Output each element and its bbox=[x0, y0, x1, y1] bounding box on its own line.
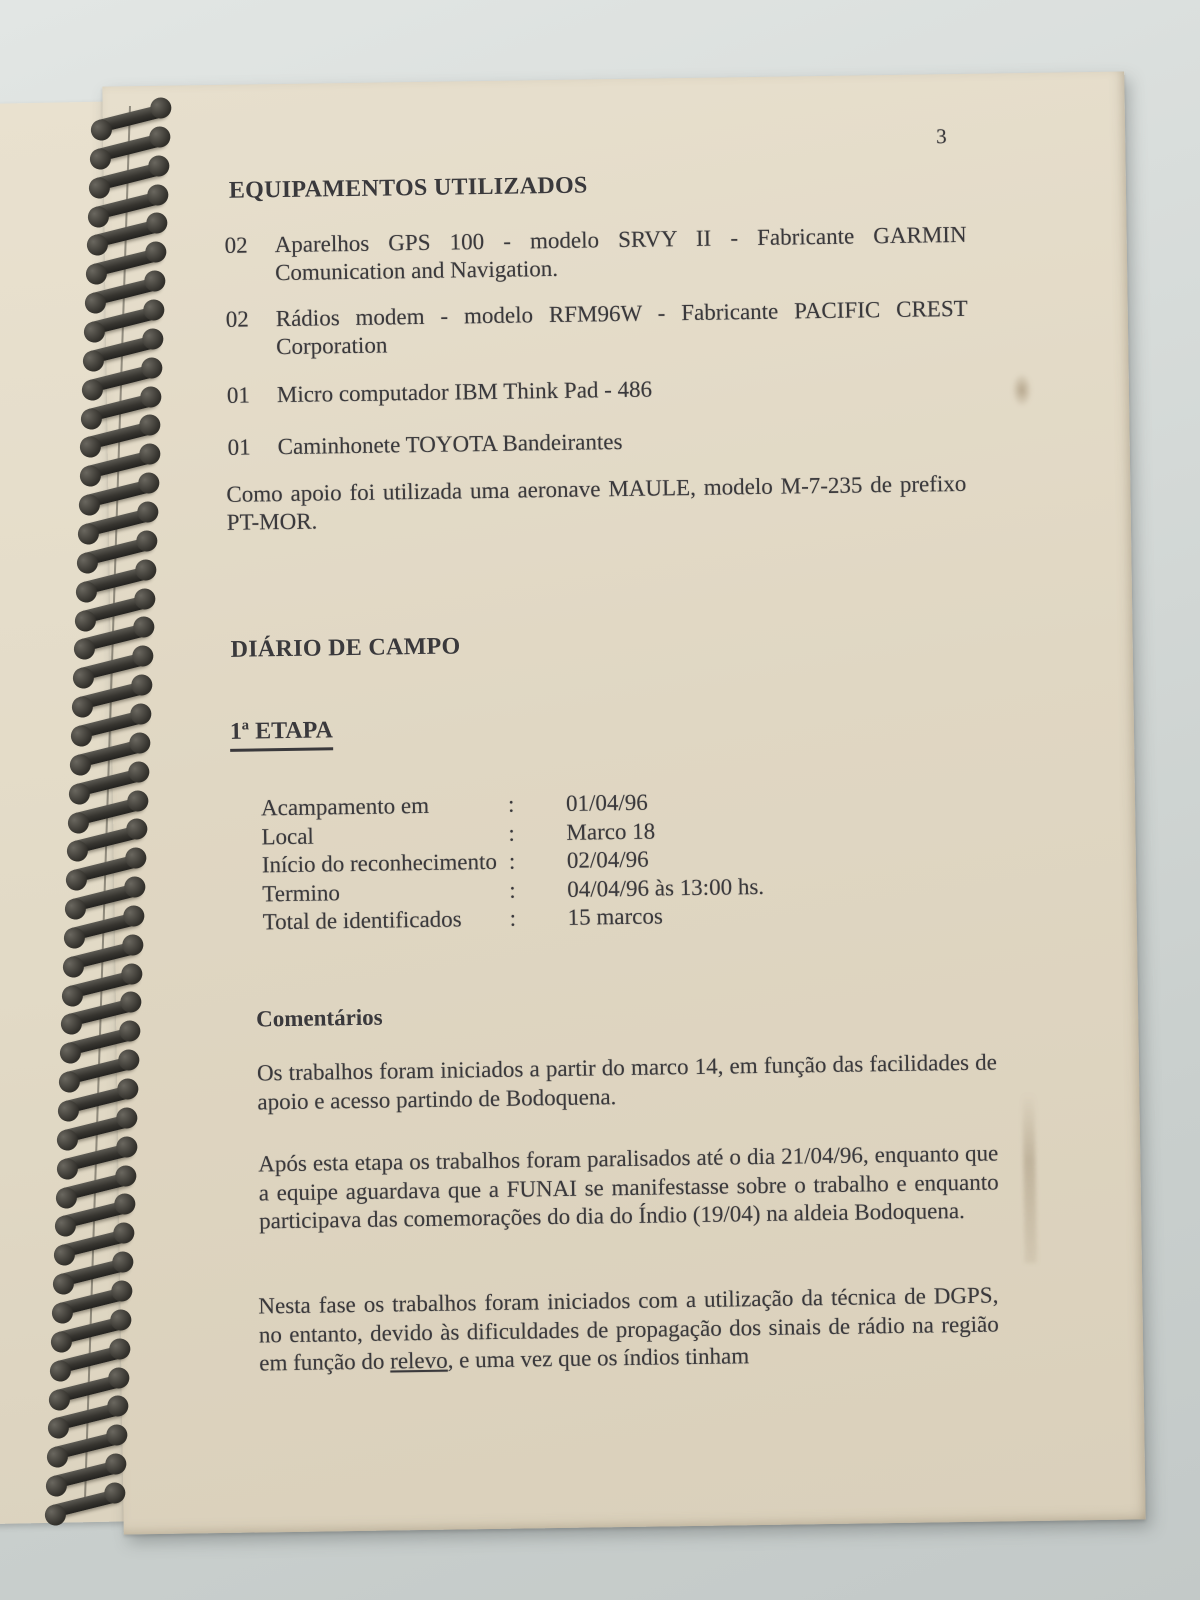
equipment-qty: 01 bbox=[226, 382, 251, 408]
support-note: Como apoio foi utilizada uma aeronave MAULE, modelo M-7-235 de prefixo PT-MOR. bbox=[226, 470, 967, 535]
detail-label: Acampamento em bbox=[260, 792, 430, 821]
equipment-item bbox=[224, 221, 967, 288]
etapa-details-table bbox=[261, 785, 883, 937]
detail-label: Total de identificados bbox=[262, 906, 462, 935]
equipment-description: Micro computador IBM Think Pad - 486 bbox=[276, 376, 653, 408]
section-title-equipamentos: EQUIPAMENTOS UTILIZADOS bbox=[228, 172, 588, 204]
detail-label: Termino bbox=[262, 879, 341, 906]
equipment-item bbox=[226, 295, 969, 362]
detail-value: Marco 18 bbox=[566, 818, 656, 845]
detail-separator: : bbox=[509, 905, 517, 931]
detail-value: 04/04/96 às 13:00 hs. bbox=[567, 873, 765, 902]
etapa-heading: 1ª ETAPA bbox=[230, 717, 333, 752]
underlined-word: relevo bbox=[390, 1347, 448, 1374]
detail-separator: : bbox=[509, 877, 516, 903]
equipment-qty: 02 bbox=[225, 306, 249, 332]
equipment-item bbox=[227, 371, 969, 410]
equipment-item bbox=[227, 423, 969, 462]
paragraph-text: , e uma vez que os índios tinham bbox=[447, 1343, 750, 1373]
detail-label: Local bbox=[261, 823, 314, 849]
paper-stain bbox=[1012, 373, 1033, 407]
paper-stain bbox=[1022, 1093, 1037, 1263]
equipment-qty: 01 bbox=[227, 434, 251, 460]
detail-separator: : bbox=[508, 848, 516, 874]
equipment-description: Caminhonete TOYOTA Bandeirantes bbox=[277, 428, 623, 460]
paragraph-text: Nesta fase os trabalhos foram iniciados com a utilização da técnica de DGPS, no entanto, devido às dificuldades de propagação dos sinais de rádio na região em função do bbox=[258, 1282, 999, 1376]
detail-separator: : bbox=[507, 791, 515, 817]
comment-paragraph: Após esta etapa os trabalhos foram paralisados até o dia 21/04/96, enquanto que a equipe aguardava que a FUNAI se manifestasse sobre o trabalho e enquanto participava das comemorações do dia do Índio (19/04) na aldeia Bodoquena. bbox=[258, 1140, 999, 1234]
page-number: 3 bbox=[935, 124, 947, 149]
section-title-diario: DIÁRIO DE CAMPO bbox=[230, 633, 461, 663]
equipment-description: Rádios modem - modelo RFM96W - Fabricante PACIFIC CREST Corporation bbox=[275, 295, 968, 360]
detail-value: 02/04/96 bbox=[566, 846, 649, 873]
detail-label: Início do reconhecimento bbox=[261, 848, 498, 878]
comment-paragraph bbox=[258, 1282, 999, 1378]
document-page bbox=[102, 71, 1145, 1534]
detail-value: 15 marcos bbox=[567, 903, 664, 930]
equipment-description: Aparelhos GPS 100 - modelo SRVY II - Fabricante GARMIN Comunication and Navigation. bbox=[274, 221, 967, 286]
detail-separator: : bbox=[508, 820, 516, 846]
equipment-qty: 02 bbox=[224, 232, 248, 258]
comments-heading: Comentários bbox=[255, 1004, 383, 1032]
detail-value: 01/04/96 bbox=[565, 789, 648, 816]
comment-paragraph: Os trabalhos foram iniciados a partir do marco 14, em função das facilidades de apoio e acesso partindo de Bodoquena. bbox=[256, 1049, 998, 1114]
